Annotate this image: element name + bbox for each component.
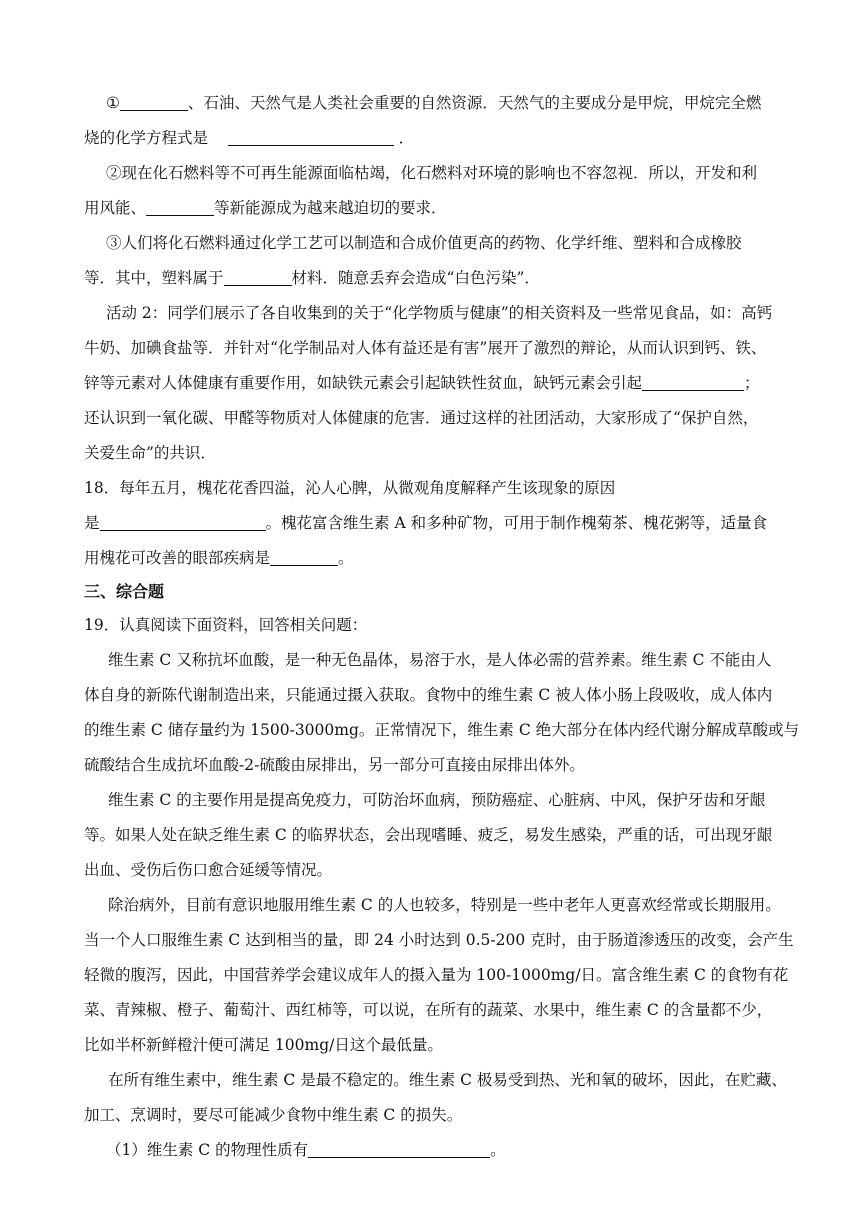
question-18-line2 <box>84 506 778 541</box>
circled-number-2: ② <box>106 164 122 182</box>
question-18-line1: 18．每年五月，槐花花香四溢，沁人心脾，从微观角度解释产生该现象的原因 <box>84 479 616 497</box>
activity2-line1: 活动 2：同学们展示了各自收集到的关于“化学物质与健康”的相关资料及一些常见食品，如：高钙 <box>106 304 773 322</box>
q19-para3-line4: 菜、青辣椒、橙子、葡萄汁、西红柿等，可以说，在所有的蔬菜、水果中，维生素 C 的含量都不少， <box>84 1001 773 1019</box>
q19-para2-line2: 等。如果人处在缺乏维生素 C 的临界状态，会出现嗜睡、疲乏，易发生感染，严重的话，可出现牙龈 <box>84 826 773 844</box>
sub1-end: 。 <box>490 1141 506 1159</box>
activity1-item1-line2 <box>84 121 778 156</box>
item3-text-b: 等．其中，塑料属于 <box>84 269 224 287</box>
activity2-line3-end: ； <box>744 374 760 392</box>
worksheet-page <box>84 86 800 1168</box>
q19-para4-line2: 加工、烹调时，要尽可能减少食物中维生素 C 的损失。 <box>84 1106 463 1124</box>
answer-blank-methane-equation[interactable] <box>228 127 394 146</box>
item2-text-c: 等新能源成为越来越迫切的要求． <box>214 199 447 217</box>
answer-blank-eye-disease[interactable] <box>270 547 338 566</box>
item2-text-b: 用风能、 <box>84 199 147 217</box>
q19-para3-line5: 比如半杯新鲜橙汁便可满足 100mg/日这个最低量。 <box>84 1036 443 1054</box>
q18-line3-text: 用槐花可改善的眼部疾病是 <box>84 549 271 567</box>
q18-line2-text: 。槐花富含维生素 A 和多种矿物，可用于制作槐菊茶、槐花粥等，适量食 <box>265 514 768 532</box>
activity1-item3-line2 <box>84 261 778 296</box>
q19-para3-line2: 当一个人口服维生素 C 达到相当的量，即 24 小时达到 0.5-200 克时，由于肠道渗透压的改变，会产生 <box>84 931 794 949</box>
q19-para3-line1: 除治病外，目前有意识地服用维生素 C 的人也较多，特别是一些中老年人更喜欢经常或长期服用。 <box>108 896 781 914</box>
activity1-item2-line2 <box>84 191 778 226</box>
q19-para3-line3: 轻微的腹泻，因此，中国营养学会建议成年人的摄入量为 100-1000mg/日。富含维生素 C 的食物有花 <box>84 966 789 984</box>
q19-para1-line2: 体自身的新陈代谢制造出来，只能通过摄入获取。食物中的维生素 C 被人体小肠上段吸收，成人体内 <box>84 686 773 704</box>
item1-text: 、石油、天然气是人类社会重要的自然资源．天然气的主要成分是甲烷，甲烷完全燃 <box>187 94 762 112</box>
answer-blank-plastic-type[interactable] <box>224 267 292 286</box>
circled-number-3: ③ <box>106 234 122 252</box>
activity1-item2-line1 <box>84 156 778 191</box>
sub1-text: （1）维生素 C 的物理性质有 <box>106 1141 309 1159</box>
q19-para2-line3: 出血、受伤后伤口愈合延缓等情况。 <box>84 861 333 879</box>
answer-blank-fuel[interactable] <box>120 92 188 111</box>
item1-text-b: 烧的化学方程式是 <box>84 129 209 147</box>
question-19-intro: 19．认真阅读下面资料，回答相关问题： <box>84 616 368 634</box>
activity2-line4: 还认识到一氧化碳、甲醛等物质对人体健康的危害．通过这样的社团活动，大家形成了“保护自然， <box>84 409 759 427</box>
answer-blank-new-energy[interactable] <box>146 197 214 216</box>
item3-text-c: 材料．随意丢弃会造成“白色污染”． <box>291 269 540 287</box>
activity1-item1-line1 <box>84 86 778 121</box>
q18-line3-end: 。 <box>338 549 354 567</box>
q19-para1-line4: 硫酸结合生成抗坏血酸-2-硫酸由尿排出，另一部分可直接由尿排出体外。 <box>84 756 585 774</box>
answer-blank-micro-reason[interactable] <box>100 512 266 531</box>
q19-para1-line1: 维生素 C 又称抗坏血酸，是一种无色晶体，易溶于水，是人体必需的营养素。维生素 C 不能由人 <box>108 651 772 669</box>
question-18-line3 <box>84 541 778 576</box>
activity2-line5: 关爱生命”的共识． <box>84 444 216 462</box>
answer-blank-calcium-deficiency[interactable] <box>642 372 744 391</box>
item1-text-c: ． <box>398 129 415 147</box>
q19-para1-line3: 的维生素 C 储存量约为 1500-3000mg。正常情况下，维生素 C 绝大部分在体内经代谢分解成草酸或与 <box>84 721 800 739</box>
activity2-line2: 牛奶、加碘食盐等．并针对“化学制品对人体有益还是有害”展开了激烈的辩论，从而认识到钙、铁、 <box>84 339 767 357</box>
activity2-line3 <box>84 366 778 401</box>
circled-number-1: ① <box>106 94 120 112</box>
q18-line2-start: 是 <box>84 514 100 532</box>
answer-blank-physical-properties[interactable] <box>308 1139 490 1158</box>
q19-para2-line1: 维生素 C 的主要作用是提高免疫力，可防治坏血病，预防癌症、心脏病、中风，保护牙齿和牙龈 <box>108 791 766 809</box>
activity1-item3-line1 <box>84 226 778 261</box>
section-heading: 三、综合题 <box>84 582 165 601</box>
q19-subquestion-1 <box>84 1133 778 1168</box>
item2-text: 现在化石燃料等不可再生能源面临枯竭，化石燃料对环境的影响也不容忽视．所以，开发和利 <box>121 164 758 182</box>
activity2-line3-text: 锌等元素对人体健康有重要作用，如缺铁元素会引起缺铁性贫血，缺钙元素会引起 <box>84 374 643 392</box>
q19-para4-line1: 在所有维生素中，维生素 C 是最不稳定的。维生素 C 极易受到热、光和氧的破坏，因此，在贮藏、 <box>108 1071 787 1089</box>
item3-text: 人们将化石燃料通过化学工艺可以制造和合成价值更高的药物、化学纤维、塑料和合成橡胶 <box>121 234 742 252</box>
